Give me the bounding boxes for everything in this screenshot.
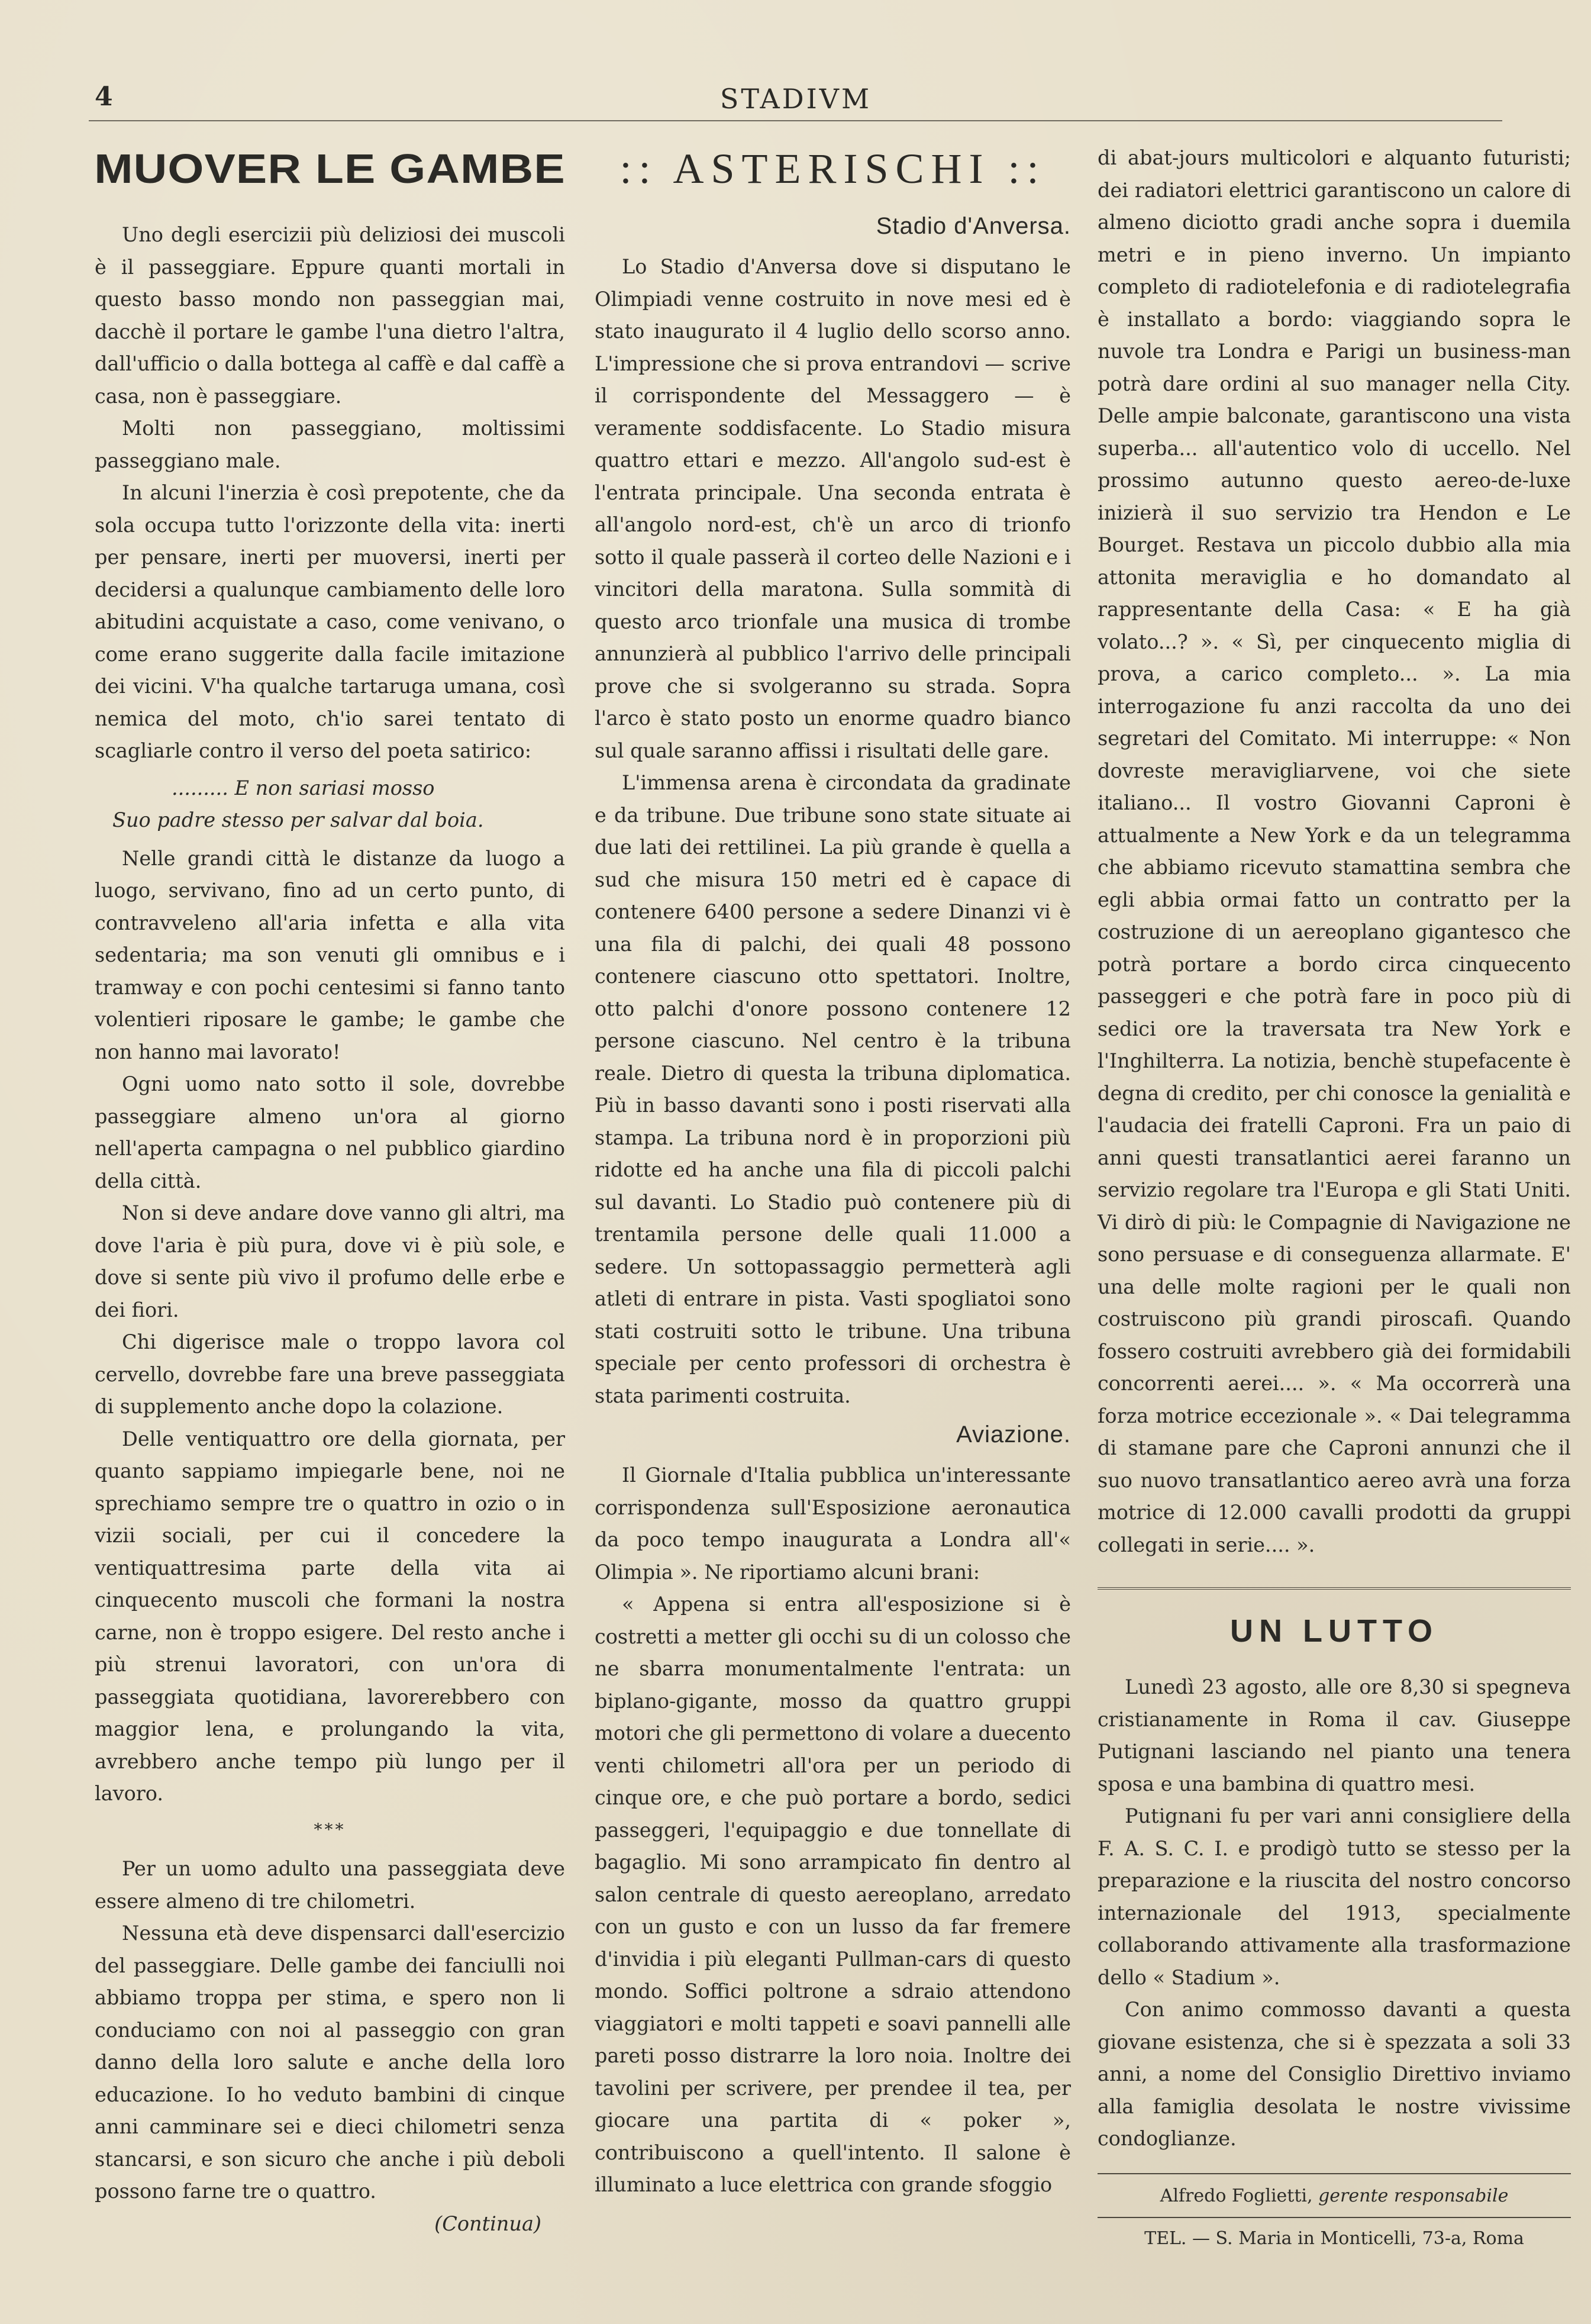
continued-note: (Continua) (434, 2212, 541, 2235)
column-2 (595, 142, 1071, 2201)
footer-rule (1098, 2173, 1571, 2174)
paragraph: Uno degli esercizii più deliziosi dei muscoli è il passeggiare. Eppure quanti mortali in questo basso mondo non passeggian mai, dacchè il portare le gambe l'una dietro l'altra, dall'ufficio o dalla bottega al caffè e dal caffè a casa, non è passeggiare. (95, 223, 565, 408)
paragraph: Il Giornale d'Italia pubblica un'interessante corrispondenza sull'Esposizione aeronautica da poco tempo inaugurata a Londra all'« Olimpia ». Ne riportiamo alcuni brani: (595, 1464, 1071, 1584)
paragraph: Non si deve andare dove vanno gli altri, ma dove l'aria è più pura, dove vi è più sole, e dove si sente più vivo il profumo delle erbe e dei fiori. (95, 1201, 565, 1321)
subheading-aviazione: Aviazione. (956, 1422, 1071, 1448)
column-3 (1098, 142, 1571, 2252)
paragraph: Delle ventiquattro ore della giornata, per quanto sappiamo impiegarle bene, noi ne sprechiamo sempre tre o quattro in ozio o in vizii sociali, per cui il concedere la ventiquattresima parte della vita ai cinquecento muscoli che formani la nostra carne, non è troppo esigere. Del resto anche i più strenui lavoratori, con un'ora di passeggiata quotidiana, lavorerebbero con maggior lena, e prolungando la vita, avrebbero anche tempo più lungo per il lavoro. (95, 1427, 565, 1805)
paragraph: Chi digerisce male o troppo lavora col cervello, dovrebbe fare una breve passeggiata di supplemento anche dopo la colazione. (95, 1330, 565, 1418)
article-title-un-lutto: UN LUTTO (1230, 1613, 1438, 1649)
header-rule (89, 120, 1502, 121)
verse-line: Suo padre stesso per salvar dal boia. (112, 808, 484, 831)
printer-address: TEL. — S. Maria in Monticelli, 73-a, Roma (1144, 2228, 1524, 2249)
paragraph: Nessuna età deve dispensarci dall'esercizio del passeggiare. Delle gambe dei fanciulli noi abbiamo troppa per stima, e spero non li conduciamo con noi al passeggio con gran danno della loro salute e anche della loro educazione. Io ho veduto bambini di cinque anni camminare sei e dieci chilometri senza stancarsi, e son sicuro che anche i più deboli possono farne tre o quattro. (95, 1922, 565, 2203)
paragraph: Ogni uomo nato sotto il sole, dovrebbe passeggiare almeno un'ora al giorno nell'aperta campagna o nel pubblico giardino della città. (95, 1072, 565, 1192)
paragraph: Lo Stadio d'Anversa dove si disputano le Olimpiadi venne costruito in nove mesi ed è stato inaugurato il 4 luglio dello scorso anno. L'impressione che si prova entrandovi — scrive il corrispondente del Messaggero — è veramente soddisfacente. Lo Stadio misura quattro ettari e mezzo. All'angolo sud-est è l'entrata principale. Una seconda entrata è all'angolo nord-est, ch'è un arco di trionfo sotto il quale passerà il corteo delle Nazioni e i vincitori della maratona. Sulla sommità di questo arco trionfale una musica di trombe annunzierà al pubblico l'arrivo delle principali prove che si svolgeranno su strada. Sopra l'arco è stato posto un enorme quadro bianco sul quale saranno affissi i risultati delle gare. (595, 255, 1071, 762)
column-1 (95, 142, 565, 2240)
page-number: 4 (95, 82, 113, 112)
signature-role: gerente responsabile (1318, 2185, 1509, 2206)
signature-name: Alfredo Foglietti, (1160, 2185, 1313, 2206)
paragraph: Lunedì 23 agosto, alle ore 8,30 si spegneva cristianamente in Roma il cav. Giuseppe Putignani lasciando nel pianto una tenera sposa e una bambina di quattro mesi. (1098, 1675, 1571, 1796)
paragraph: Con animo commosso davanti a questa giovane esistenza, che si è spezzata a soli 33 anni, a nome del Consiglio Direttivo inviamo alla famiglia desolata le nostre vivissime condoglianze. (1098, 1998, 1571, 2150)
signature-line (1098, 2183, 1571, 2210)
paragraph: Putignani fu per vari anni consigliere della F. A. S. C. I. e prodigò tutto se stesso per la preparazione e la riuscita del nostro concorso internazionale del 1913, specialmente collaborando attivamente alla trasformazione dello « Stadium ». (1098, 1804, 1571, 1989)
paragraph: « Appena si entra all'esposizione si è costretti a metter gli occhi su di un colosso che ne sbarra monumentalmente l'entrata: un biplano-gigante, mosso da quattro gruppi motori che gli permettono di volare a duecento venti chilometri all'ora per un periodo di cinque ore, e che può portare a bordo, sedici passeggeri, l'equipaggio e due tonnellate di bagaglio. Mi sono arrampicato fin dentro al salon centrale di questo aereoplano, arredato con un gusto e con un lusso da far fremere d'invidia i più eleganti Pullman-cars di questo mondo. Soffici poltrone a sdraio attendono viaggiatori e molti tappeti e soavi pannelli alle pareti posso distrarre la loro noia. Inoltre dei tavolini per scrivere, per prendee il tea, per giocare una partita di « poker », contribuiscono a quell'intento. Il salone è illuminato a luce elettrica con grande sfoggio (595, 1593, 1071, 2196)
paragraph: di abat-jours multicolori e alquanto futuristi; dei radiatori elettrici garantiscono un calore di almeno diciotto gradi anche sopra i duemila metri e in pieno inverno. Un impianto completo di radiotelefonia e di radiotelegrafia è installato a bordo: viaggiando sopra le nuvole tra Londra e Parigi un business-man potrà dare ordini al suo manager nella City. Delle ampie balconate, garantiscono una vista superba... all'autentico volo di uccello. Nel prossimo autunno questo aereo-de-luxe inizierà il suo servizio tra Hendon e Le Bourget. Restava un piccolo dubbio alla mia attonita meraviglia e ho domandato al rappresentante della Casa: « E ha già volato...? ». « Sì, per cinquecento miglia di prova, a carico completo... ». La mia interrogazione fu anzi raccolta da uno dei segretari del Comitato. Mi interruppe: « Non dovreste meravigliarvene, voi che siete italiano... Il vostro Giovanni Caproni è attualmente a New York e da un telegramma che abbiamo ricevuto stamattina sembra che egli abbia ormai fatto un contratto per la costruzione di un aereoplano gigantesco che potrà portare a bordo circa cinquecento passeggeri e che potrà fare in poco più di sedici ore la traversata tra New York e l'Inghilterra. La notizia, benchè stupefacente è degna di credito, per chi conosce la genialità e l'audacia dei fratelli Caproni. Fra un paio di anni questi transatlantici aerei faranno un servizio regolare tra l'Europa e gli Stati Uniti. Vi dirò di più: le Compagnie di Navigazione ne sono persuase e di conseguenza allarmate. E' una delle molte ragioni per le quali non costruiscono più grandi piroscafi. Quando fossero costruiti avrebbero già dei formidabili concorrenti aerei.... ». « Ma occorrerà una forza motrice eccezionale ». « Dai telegramma di stamane pare che Caproni annunzi che il suo nuovo transatlantico aereo avrà una forza motrice di 12.000 cavalli prodotti da gruppi collegati in serie.... ». (1098, 146, 1571, 1556)
paragraph: Nelle grandi città le distanze da luogo a luogo, servivano, fino ad un certo punto, di contravveleno all'aria infetta e alla vita sedentaria; ma son venuti gli omnibus e i tramway e con pochi centesimi si fanno tanto volentieri riposare le gambe; le gambe che non hanno mai lavorato! (95, 846, 565, 1063)
article-title-asterischi: :: ASTERISCHI :: (619, 145, 1046, 192)
verse-quote (95, 772, 565, 837)
section-separator: *** (314, 1819, 346, 1839)
verse-line: ......... E non sariasi mosso (172, 776, 435, 800)
running-title: STADIVM (719, 83, 872, 115)
paragraph: L'immensa arena è circondata da gradinate e da tribune. Due tribune sono state situate ai due lati dei rettilinei. La più grande è quella a sud che misura 150 metri ed è capace di contenere 6400 persone a sedere Dinanzi vi è una fila di palchi, dei quali 48 possono contenere ciascuno otto spettatori. Inoltre, otto palchi d'onore possono contenere 12 persone ciascuno. Nel centro è la tribuna reale. Dietro di questa la tribuna diplomatica. Più in basso davanti sono i posti riservati alla stampa. La tribuna nord è in proporzioni più ridotte ed ha anche una fila di piccoli palchi sul davanti. Lo Stadio può contenere più di trentamila persone delle quali 11.000 a sedere. Un sottopassaggio permetterà agli atleti di entrare in pista. Vasti spogliatoi sono stati costruiti sotto le tribune. Una tribuna speciale per cento professori di orchestra è stata parimenti costruita. (595, 771, 1071, 1407)
article-title-muover-le-gambe: MUOVER LE GAMBE (94, 146, 566, 192)
paragraph: Per un uomo adulto una passeggiata deve essere almeno di tre chilometri. (95, 1857, 565, 1913)
paragraph: In alcuni l'inerzia è così prepotente, che da sola occupa tutto l'orizzonte della vita: inerti per pensare, inerti per muoversi, inerti per decidersi a qualunque cambiamento delle loro abitudini acquistate a caso, come venivano, o come erano suggerite dalla facile imitazione dei vicini. V'ha qualche tartaruga umana, così nemica del moto, ch'io sarei tentato di scagliarle contro il verso del poeta satirico: (95, 481, 565, 762)
footer-rule (1098, 2217, 1571, 2218)
subheading-stadio-anversa: Stadio d'Anversa. (876, 213, 1071, 239)
section-divider (1098, 1587, 1571, 1590)
paragraph: Molti non passeggiano, moltissimi passeggiano male. (95, 417, 565, 472)
